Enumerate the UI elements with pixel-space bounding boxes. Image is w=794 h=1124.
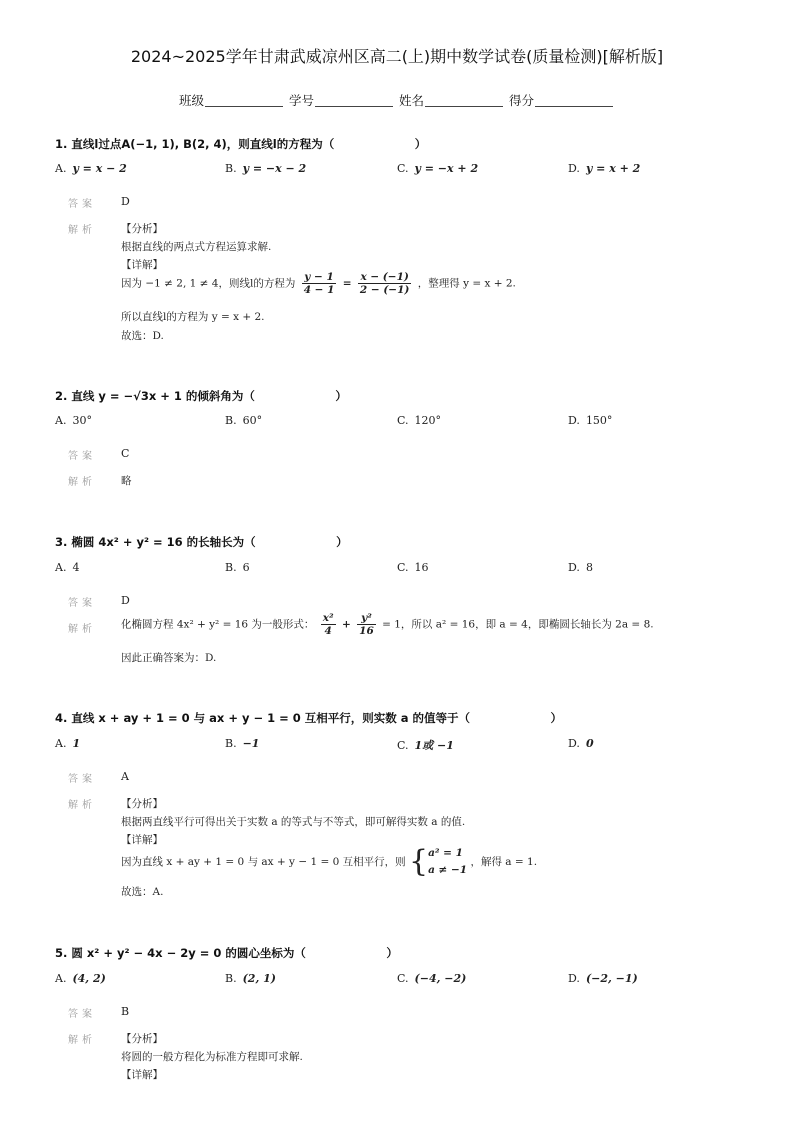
q3-option-a: A. 4 bbox=[55, 561, 80, 574]
page-title: 2024~2025学年甘肃武威凉州区高二(上)期中数学试卷(质量检测)[解析版] bbox=[130, 47, 664, 66]
q3-analysis-line-1: 化椭圆方程 4x² + y² = 16 为一般形式： $\frac{\text{x²}}{4}$ + $\frac{\text{y²}}{16}$ = 1，所以 a² = 16，即 a = 4，即椭圆长轴长为 2a = 8. bbox=[121, 612, 654, 637]
q4-analysis-line-4: 因为直线 x + ay + 1 = 0 与 ax + y − 1 = 0 互相平行，则 { a² = 1 a ≠ −1 ，解得 a = 1. bbox=[121, 844, 538, 879]
q3-fraction-x: $\frac{\text{x²}}{4}$ bbox=[322, 612, 334, 637]
student-info-row bbox=[0, 91, 794, 109]
q1-fraction-right: $\frac{x - (-1)}{2 - (-1)}$ bbox=[359, 271, 410, 296]
question-3-stem: 3. 椭圆 4x² + y² = 16 的长轴长为（ ） bbox=[55, 535, 348, 549]
q4-option-a: A. 1 bbox=[55, 737, 81, 750]
q5-option-b: B. (2, 1) bbox=[225, 972, 276, 985]
q4-option-d: D. 0 bbox=[568, 737, 594, 750]
q4-analysis-label: 解析 bbox=[68, 800, 96, 811]
q4-option-c: C. 1或 −1 bbox=[397, 739, 454, 752]
q1-option-c: C. y = −x + 2 bbox=[397, 162, 479, 175]
q4-answer-label: 答案 bbox=[68, 774, 96, 785]
class-label: 班级 bbox=[178, 93, 204, 108]
q2-option-b: B. 60° bbox=[225, 414, 263, 427]
q1-analysis-line-2: 根据直线的两点式方程运算求解. bbox=[121, 241, 272, 253]
q1-analysis-line-1: 【分析】 bbox=[121, 223, 163, 235]
q1-answer-label: 答案 bbox=[68, 199, 96, 210]
q4-analysis-line-5: 故选：A. bbox=[121, 886, 164, 898]
q5-analysis-line-3: 【详解】 bbox=[121, 1069, 163, 1081]
q2-option-a: A. 30° bbox=[55, 414, 92, 427]
name-label: 姓名 bbox=[398, 93, 424, 108]
q3-answer-label: 答案 bbox=[68, 598, 96, 609]
q3-option-b: B. 6 bbox=[225, 561, 250, 574]
q1-answer: D bbox=[121, 195, 130, 208]
q5-analysis-line-2: 将圆的一般方程化为标准方程即可求解. bbox=[121, 1051, 303, 1063]
q1-option-d: D. y = x + 2 bbox=[568, 162, 641, 175]
q5-analysis-line-1: 【分析】 bbox=[121, 1033, 163, 1045]
q4-option-b: B. −1 bbox=[225, 737, 260, 750]
question-2-stem: 2. 直线 y = −√3x + 1 的倾斜角为（ ） bbox=[55, 389, 347, 403]
q1-analysis-line-3: 【详解】 bbox=[121, 259, 163, 271]
q5-analysis-label: 解析 bbox=[68, 1035, 96, 1046]
q5-option-c: C. (−4, −2) bbox=[397, 972, 467, 985]
q2-analysis-label: 解析 bbox=[68, 477, 96, 488]
q5-answer-label: 答案 bbox=[68, 1009, 96, 1020]
q3-option-d: D. 8 bbox=[568, 561, 593, 574]
student-id-label: 学号 bbox=[288, 93, 314, 108]
q3-analysis-label: 解析 bbox=[68, 624, 96, 635]
q2-answer: C bbox=[121, 447, 130, 460]
score-blank[interactable] bbox=[535, 94, 613, 107]
q2-option-d: D. 150° bbox=[568, 414, 613, 427]
name-blank[interactable] bbox=[425, 94, 503, 107]
q4-answer: A bbox=[121, 770, 129, 783]
q2-option-c: C. 120° bbox=[397, 414, 442, 427]
q3-option-c: C. 16 bbox=[397, 561, 429, 574]
q1-analysis-label: 解析 bbox=[68, 225, 96, 236]
q1-analysis-line-5: 所以直线l的方程为 y = x + 2. bbox=[121, 311, 265, 323]
score-label: 得分 bbox=[508, 93, 534, 108]
q4-system-brace: { bbox=[408, 844, 429, 879]
q4-analysis-line-1: 【分析】 bbox=[121, 798, 163, 810]
q1-fraction-left: $\frac{y - 1}{4 - 1}$ bbox=[303, 271, 335, 296]
q4-system: a² = 1 a ≠ −1 bbox=[428, 847, 468, 876]
q3-answer: D bbox=[121, 594, 130, 607]
question-1-stem: 1. 直线l过点A(−1, 1), B(2, 4)，则直线l的方程为（ ） bbox=[55, 137, 427, 151]
q3-analysis-line-2: 因此正确答案为：D. bbox=[121, 652, 217, 664]
q2-analysis-line-1: 略 bbox=[121, 475, 132, 487]
student-id-blank[interactable] bbox=[315, 94, 393, 107]
question-4-stem: 4. 直线 x + ay + 1 = 0 与 ax + y − 1 = 0 互相平行，则实数 a 的值等于（ ） bbox=[55, 711, 563, 725]
q4-analysis-line-3: 【详解】 bbox=[121, 834, 163, 846]
q2-answer-label: 答案 bbox=[68, 451, 96, 462]
class-blank[interactable] bbox=[205, 94, 283, 107]
question-5-stem: 5. 圆 x² + y² − 4x − 2y = 0 的圆心坐标为（ ） bbox=[55, 946, 398, 960]
q1-analysis-line-4: 因为 −1 ≠ 2, 1 ≠ 4，则线l的方程为 $\frac{y - 1}{4 - 1}$ = $\frac{x - (-1)}{2 - (-1)}$ ，整理得 y = x + 2. bbox=[121, 271, 516, 296]
q1-option-a: A. y = x − 2 bbox=[55, 162, 127, 175]
q1-option-b: B. y = −x − 2 bbox=[225, 162, 307, 175]
q1-analysis-line-6: 故选：D. bbox=[121, 330, 164, 342]
q5-option-d: D. (−2, −1) bbox=[568, 972, 638, 985]
q5-answer: B bbox=[121, 1005, 130, 1018]
q5-option-a: A. (4, 2) bbox=[55, 972, 106, 985]
q4-analysis-line-2: 根据两直线平行可得出关于实数 a 的等式与不等式，即可解得实数 a 的值. bbox=[121, 816, 466, 828]
q3-fraction-y: $\frac{\text{y²}}{16}$ bbox=[359, 612, 374, 637]
